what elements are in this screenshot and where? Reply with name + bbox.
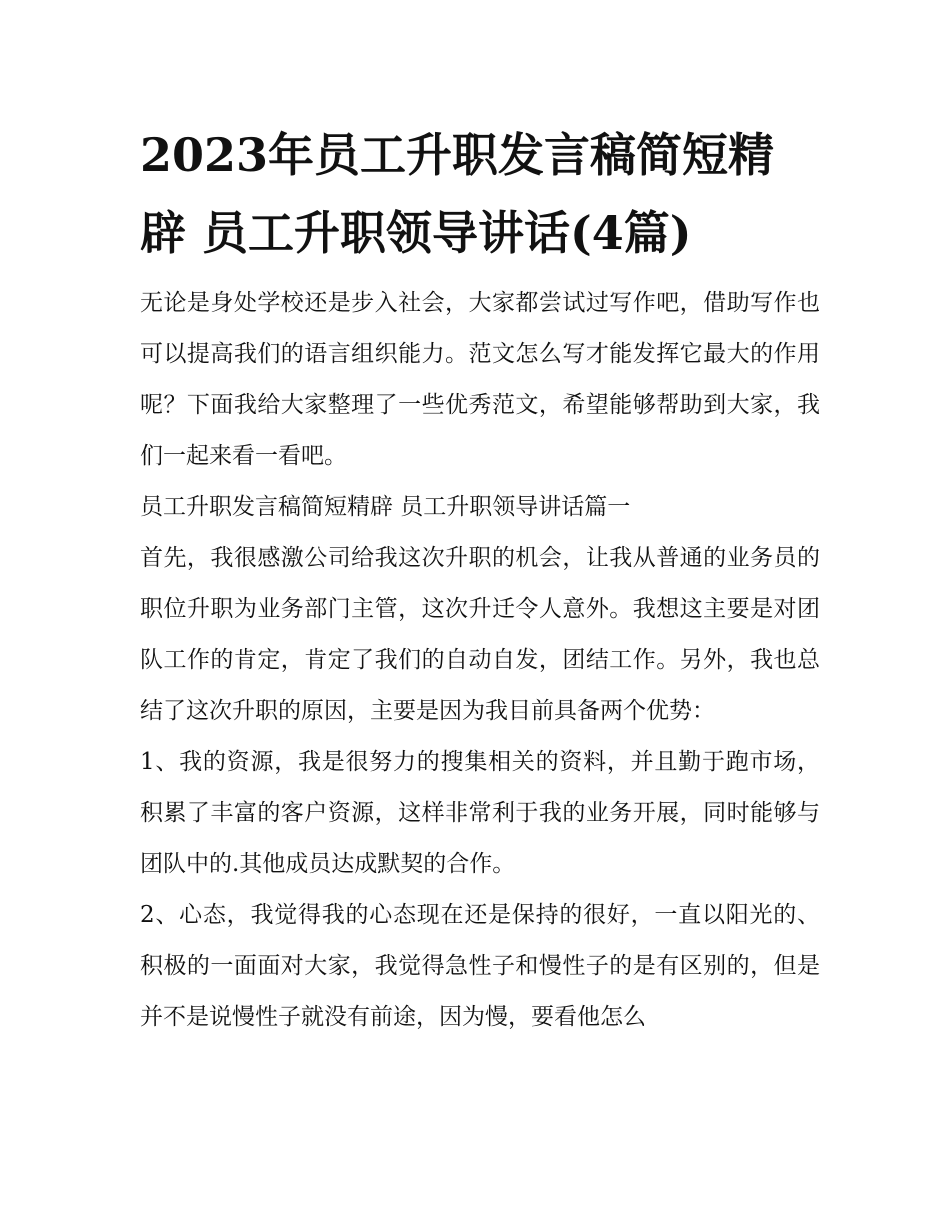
section-heading: 员工升职发言稿简短精辟 员工升职领导讲话篇一 (140, 494, 631, 520)
document-body (140, 278, 820, 1043)
body-paragraph: 1、我的资源，我是很努力的搜集相关的资料，并且勤于跑市场，积累了丰富的客户资源，这样非常利于我的业务开展，同时能够与团队中的.其他成员达成默契的合作。 (140, 749, 820, 877)
body-paragraph: 2、心态，我觉得我的心态现在还是保持的很好，一直以阳光的、积极的一面面对大家，我觉得急性子和慢性子的是有区别的，但是并不是说慢性子就没有前途，因为慢，要看他怎么 (140, 902, 820, 1030)
body-paragraph: 首先，我很感激公司给我这次升职的机会，让我从普通的业务员的职位升职为业务部门主管，这次升迁令人意外。我想这主要是对团队工作的肯定，肯定了我们的自动自发，团结工作。另外，我也总结了这次升职的原因，主要是因为我目前具备两个优势： (140, 545, 820, 724)
intro-paragraph: 无论是身处学校还是步入社会，大家都尝试过写作吧，借助写作也可以提高我们的语言组织能力。范文怎么写才能发挥它最大的作用呢？下面我给大家整理了一些优秀范文，希望能够帮助到大家，我们一起来看一看吧。 (140, 290, 820, 469)
document-title: 2023年员工升职发言稿简短精辟 员工升职领导讲话(4篇) (140, 128, 775, 260)
